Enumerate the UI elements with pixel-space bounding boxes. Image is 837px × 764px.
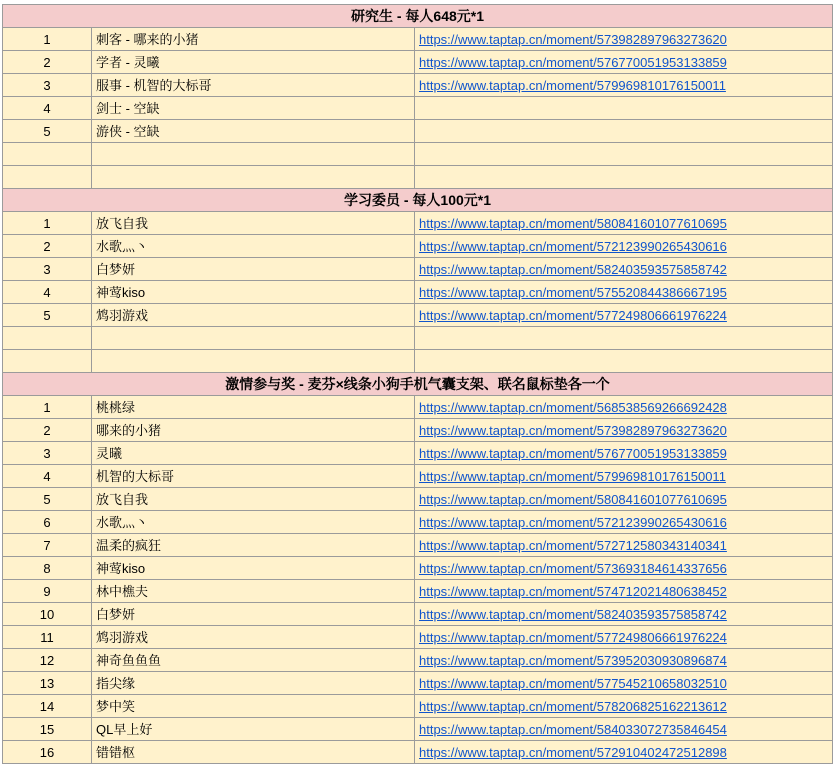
rank-cell[interactable]: 1 bbox=[3, 396, 92, 419]
winner-name-cell[interactable]: 鸩羽游戏 bbox=[92, 626, 415, 649]
winner-name-cell[interactable]: QL早上好 bbox=[92, 718, 415, 741]
moment-link[interactable]: https://www.taptap.cn/moment/573693184614337656 bbox=[419, 560, 727, 576]
table-row bbox=[3, 97, 833, 120]
moment-link[interactable]: https://www.taptap.cn/moment/573952030930896874 bbox=[419, 652, 727, 668]
rank-cell[interactable]: 5 bbox=[3, 120, 92, 143]
winner-name-cell[interactable]: 神奇鱼鱼鱼 bbox=[92, 649, 415, 672]
table-row bbox=[3, 741, 833, 764]
table-row bbox=[3, 488, 833, 511]
moment-link-cell[interactable] bbox=[415, 488, 833, 511]
moment-link-cell[interactable] bbox=[415, 258, 833, 281]
table-row bbox=[3, 258, 833, 281]
winner-name-cell[interactable]: 白梦妍 bbox=[92, 258, 415, 281]
table-row bbox=[3, 51, 833, 74]
table-row bbox=[3, 695, 833, 718]
section-title: 激情参与奖 - 麦芬×线条小狗手机气囊支架、联名鼠标垫各一个 bbox=[3, 373, 833, 396]
rank-cell[interactable]: 5 bbox=[3, 304, 92, 327]
moment-link[interactable]: https://www.taptap.cn/moment/573982897963273620 bbox=[419, 31, 727, 47]
table-row bbox=[3, 350, 833, 373]
rank-cell[interactable]: 16 bbox=[3, 741, 92, 764]
moment-link-cell[interactable] bbox=[415, 396, 833, 419]
moment-link[interactable]: https://www.taptap.cn/moment/579969810176150011 bbox=[419, 77, 726, 93]
section-header-row bbox=[3, 189, 833, 212]
moment-link-cell[interactable] bbox=[415, 120, 833, 143]
moment-link[interactable]: https://www.taptap.cn/moment/580841601077610695 bbox=[419, 215, 727, 231]
winner-name-cell[interactable] bbox=[92, 166, 415, 189]
moment-link-cell[interactable] bbox=[415, 350, 833, 373]
winner-name-cell[interactable]: 哪来的小猪 bbox=[92, 419, 415, 442]
rank-cell[interactable]: 3 bbox=[3, 74, 92, 97]
moment-link-cell[interactable] bbox=[415, 281, 833, 304]
winner-name-cell[interactable]: 刺客 - 哪来的小猪 bbox=[92, 28, 415, 51]
moment-link-cell[interactable] bbox=[415, 304, 833, 327]
winner-name-cell[interactable]: 放飞自我 bbox=[92, 488, 415, 511]
rank-cell[interactable]: 3 bbox=[3, 442, 92, 465]
rank-cell[interactable]: 1 bbox=[3, 212, 92, 235]
moment-link[interactable]: https://www.taptap.cn/moment/579969810176150011 bbox=[419, 468, 726, 484]
table-row bbox=[3, 603, 833, 626]
rank-cell[interactable]: 11 bbox=[3, 626, 92, 649]
moment-link-cell[interactable] bbox=[415, 28, 833, 51]
winner-name-cell[interactable]: 游侠 - 空缺 bbox=[92, 120, 415, 143]
winner-name-cell[interactable]: 神莺kiso bbox=[92, 281, 415, 304]
winner-name-cell[interactable]: 灵曦 bbox=[92, 442, 415, 465]
moment-link-cell[interactable] bbox=[415, 166, 833, 189]
sheet-body bbox=[3, 5, 833, 764]
table-row bbox=[3, 672, 833, 695]
rank-cell[interactable]: 9 bbox=[3, 580, 92, 603]
table-row bbox=[3, 649, 833, 672]
rank-cell[interactable] bbox=[3, 143, 92, 166]
table-row bbox=[3, 718, 833, 741]
moment-link[interactable]: https://www.taptap.cn/moment/573982897963273620 bbox=[419, 422, 727, 438]
section-header-row bbox=[3, 373, 833, 396]
rank-cell[interactable] bbox=[3, 166, 92, 189]
rank-cell[interactable] bbox=[3, 350, 92, 373]
moment-link[interactable]: https://www.taptap.cn/moment/574712021480638452 bbox=[419, 583, 727, 599]
rank-cell[interactable]: 7 bbox=[3, 534, 92, 557]
winner-name-cell[interactable]: 错错枢 bbox=[92, 741, 415, 764]
rank-cell[interactable]: 15 bbox=[3, 718, 92, 741]
moment-link[interactable]: https://www.taptap.cn/moment/576770051953133859 bbox=[419, 54, 727, 70]
moment-link-cell[interactable] bbox=[415, 649, 833, 672]
rank-cell[interactable]: 1 bbox=[3, 28, 92, 51]
table-row bbox=[3, 419, 833, 442]
table-row bbox=[3, 235, 833, 258]
moment-link-cell[interactable] bbox=[415, 534, 833, 557]
table-row bbox=[3, 626, 833, 649]
moment-link[interactable]: https://www.taptap.cn/moment/572712580343140341 bbox=[419, 537, 727, 553]
rank-cell[interactable]: 4 bbox=[3, 281, 92, 304]
winner-name-cell[interactable]: 水歌灬丶 bbox=[92, 511, 415, 534]
rank-cell[interactable]: 5 bbox=[3, 488, 92, 511]
moment-link[interactable]: https://www.taptap.cn/moment/577249806661976224 bbox=[419, 307, 727, 323]
winner-name-cell[interactable]: 指尖缘 bbox=[92, 672, 415, 695]
winner-name-cell[interactable]: 白梦妍 bbox=[92, 603, 415, 626]
moment-link[interactable]: https://www.taptap.cn/moment/572123990265430616 bbox=[419, 514, 727, 530]
moment-link[interactable]: https://www.taptap.cn/moment/568538569266692428 bbox=[419, 399, 727, 415]
moment-link-cell[interactable] bbox=[415, 97, 833, 120]
table-row bbox=[3, 465, 833, 488]
moment-link-cell[interactable] bbox=[415, 626, 833, 649]
table-row bbox=[3, 166, 833, 189]
winner-name-cell[interactable]: 梦中笑 bbox=[92, 695, 415, 718]
moment-link[interactable]: https://www.taptap.cn/moment/577249806661976224 bbox=[419, 629, 727, 645]
winner-name-cell[interactable]: 学者 - 灵曦 bbox=[92, 51, 415, 74]
rank-cell[interactable]: 3 bbox=[3, 258, 92, 281]
moment-link[interactable]: https://www.taptap.cn/moment/572123990265430616 bbox=[419, 238, 727, 254]
rank-cell[interactable]: 4 bbox=[3, 465, 92, 488]
table-row bbox=[3, 143, 833, 166]
table-row bbox=[3, 396, 833, 419]
winner-name-cell[interactable]: 剑士 - 空缺 bbox=[92, 97, 415, 120]
rank-cell[interactable]: 13 bbox=[3, 672, 92, 695]
winner-name-cell[interactable]: 温柔的疯狂 bbox=[92, 534, 415, 557]
winner-name-cell[interactable]: 放飞自我 bbox=[92, 212, 415, 235]
winner-name-cell[interactable]: 神莺kiso bbox=[92, 557, 415, 580]
moment-link[interactable]: https://www.taptap.cn/moment/572910402472512898 bbox=[419, 744, 727, 760]
moment-link-cell[interactable] bbox=[415, 557, 833, 580]
moment-link-cell[interactable] bbox=[415, 74, 833, 97]
winner-name-cell[interactable] bbox=[92, 327, 415, 350]
table-row bbox=[3, 511, 833, 534]
moment-link-cell[interactable] bbox=[415, 212, 833, 235]
table-row bbox=[3, 442, 833, 465]
moment-link[interactable]: https://www.taptap.cn/moment/578206825162213612 bbox=[419, 698, 727, 714]
table-row bbox=[3, 74, 833, 97]
moment-link-cell[interactable] bbox=[415, 442, 833, 465]
moment-link-cell[interactable] bbox=[415, 143, 833, 166]
table-row bbox=[3, 304, 833, 327]
winner-name-cell[interactable]: 水歌灬丶 bbox=[92, 235, 415, 258]
moment-link[interactable]: https://www.taptap.cn/moment/576770051953133859 bbox=[419, 445, 727, 461]
table-row bbox=[3, 120, 833, 143]
rank-cell[interactable]: 2 bbox=[3, 235, 92, 258]
moment-link-cell[interactable] bbox=[415, 511, 833, 534]
winner-name-cell[interactable]: 鸩羽游戏 bbox=[92, 304, 415, 327]
moment-link[interactable]: https://www.taptap.cn/moment/575520844386667195 bbox=[419, 284, 727, 300]
moment-link-cell[interactable] bbox=[415, 235, 833, 258]
moment-link-cell[interactable] bbox=[415, 603, 833, 626]
winner-name-cell[interactable] bbox=[92, 143, 415, 166]
moment-link-cell[interactable] bbox=[415, 465, 833, 488]
moment-link-cell[interactable] bbox=[415, 672, 833, 695]
rank-cell[interactable]: 12 bbox=[3, 649, 92, 672]
moment-link-cell[interactable] bbox=[415, 741, 833, 764]
rank-cell[interactable]: 4 bbox=[3, 97, 92, 120]
winner-name-cell[interactable]: 林中樵夫 bbox=[92, 580, 415, 603]
winner-name-cell[interactable]: 服事 - 机智的大标哥 bbox=[92, 74, 415, 97]
moment-link[interactable]: https://www.taptap.cn/moment/584033072735846454 bbox=[419, 721, 727, 737]
rank-cell[interactable]: 2 bbox=[3, 51, 92, 74]
rank-cell[interactable]: 2 bbox=[3, 419, 92, 442]
moment-link-cell[interactable] bbox=[415, 718, 833, 741]
rank-cell[interactable]: 8 bbox=[3, 557, 92, 580]
moment-link-cell[interactable] bbox=[415, 580, 833, 603]
moment-link[interactable]: https://www.taptap.cn/moment/582403593575858742 bbox=[419, 261, 727, 277]
moment-link-cell[interactable] bbox=[415, 51, 833, 74]
prize-list-sheet bbox=[2, 4, 833, 764]
table-row bbox=[3, 557, 833, 580]
winner-name-cell[interactable]: 机智的大标哥 bbox=[92, 465, 415, 488]
moment-link-cell[interactable] bbox=[415, 419, 833, 442]
winner-name-cell[interactable]: 桃桃绿 bbox=[92, 396, 415, 419]
rank-cell[interactable]: 6 bbox=[3, 511, 92, 534]
moment-link[interactable]: https://www.taptap.cn/moment/577545210658032510 bbox=[419, 675, 727, 691]
rank-cell[interactable]: 10 bbox=[3, 603, 92, 626]
moment-link-cell[interactable] bbox=[415, 695, 833, 718]
moment-link[interactable]: https://www.taptap.cn/moment/580841601077610695 bbox=[419, 491, 727, 507]
rank-cell[interactable] bbox=[3, 327, 92, 350]
table-row bbox=[3, 281, 833, 304]
table-row bbox=[3, 212, 833, 235]
section-header-row bbox=[3, 5, 833, 28]
section-title: 研究生 - 每人648元*1 bbox=[3, 5, 833, 28]
moment-link-cell[interactable] bbox=[415, 327, 833, 350]
moment-link[interactable]: https://www.taptap.cn/moment/582403593575858742 bbox=[419, 606, 727, 622]
table-row bbox=[3, 28, 833, 51]
table-row bbox=[3, 327, 833, 350]
rank-cell[interactable]: 14 bbox=[3, 695, 92, 718]
table-row bbox=[3, 534, 833, 557]
winner-name-cell[interactable] bbox=[92, 350, 415, 373]
section-title: 学习委员 - 每人100元*1 bbox=[3, 189, 833, 212]
table-row bbox=[3, 580, 833, 603]
